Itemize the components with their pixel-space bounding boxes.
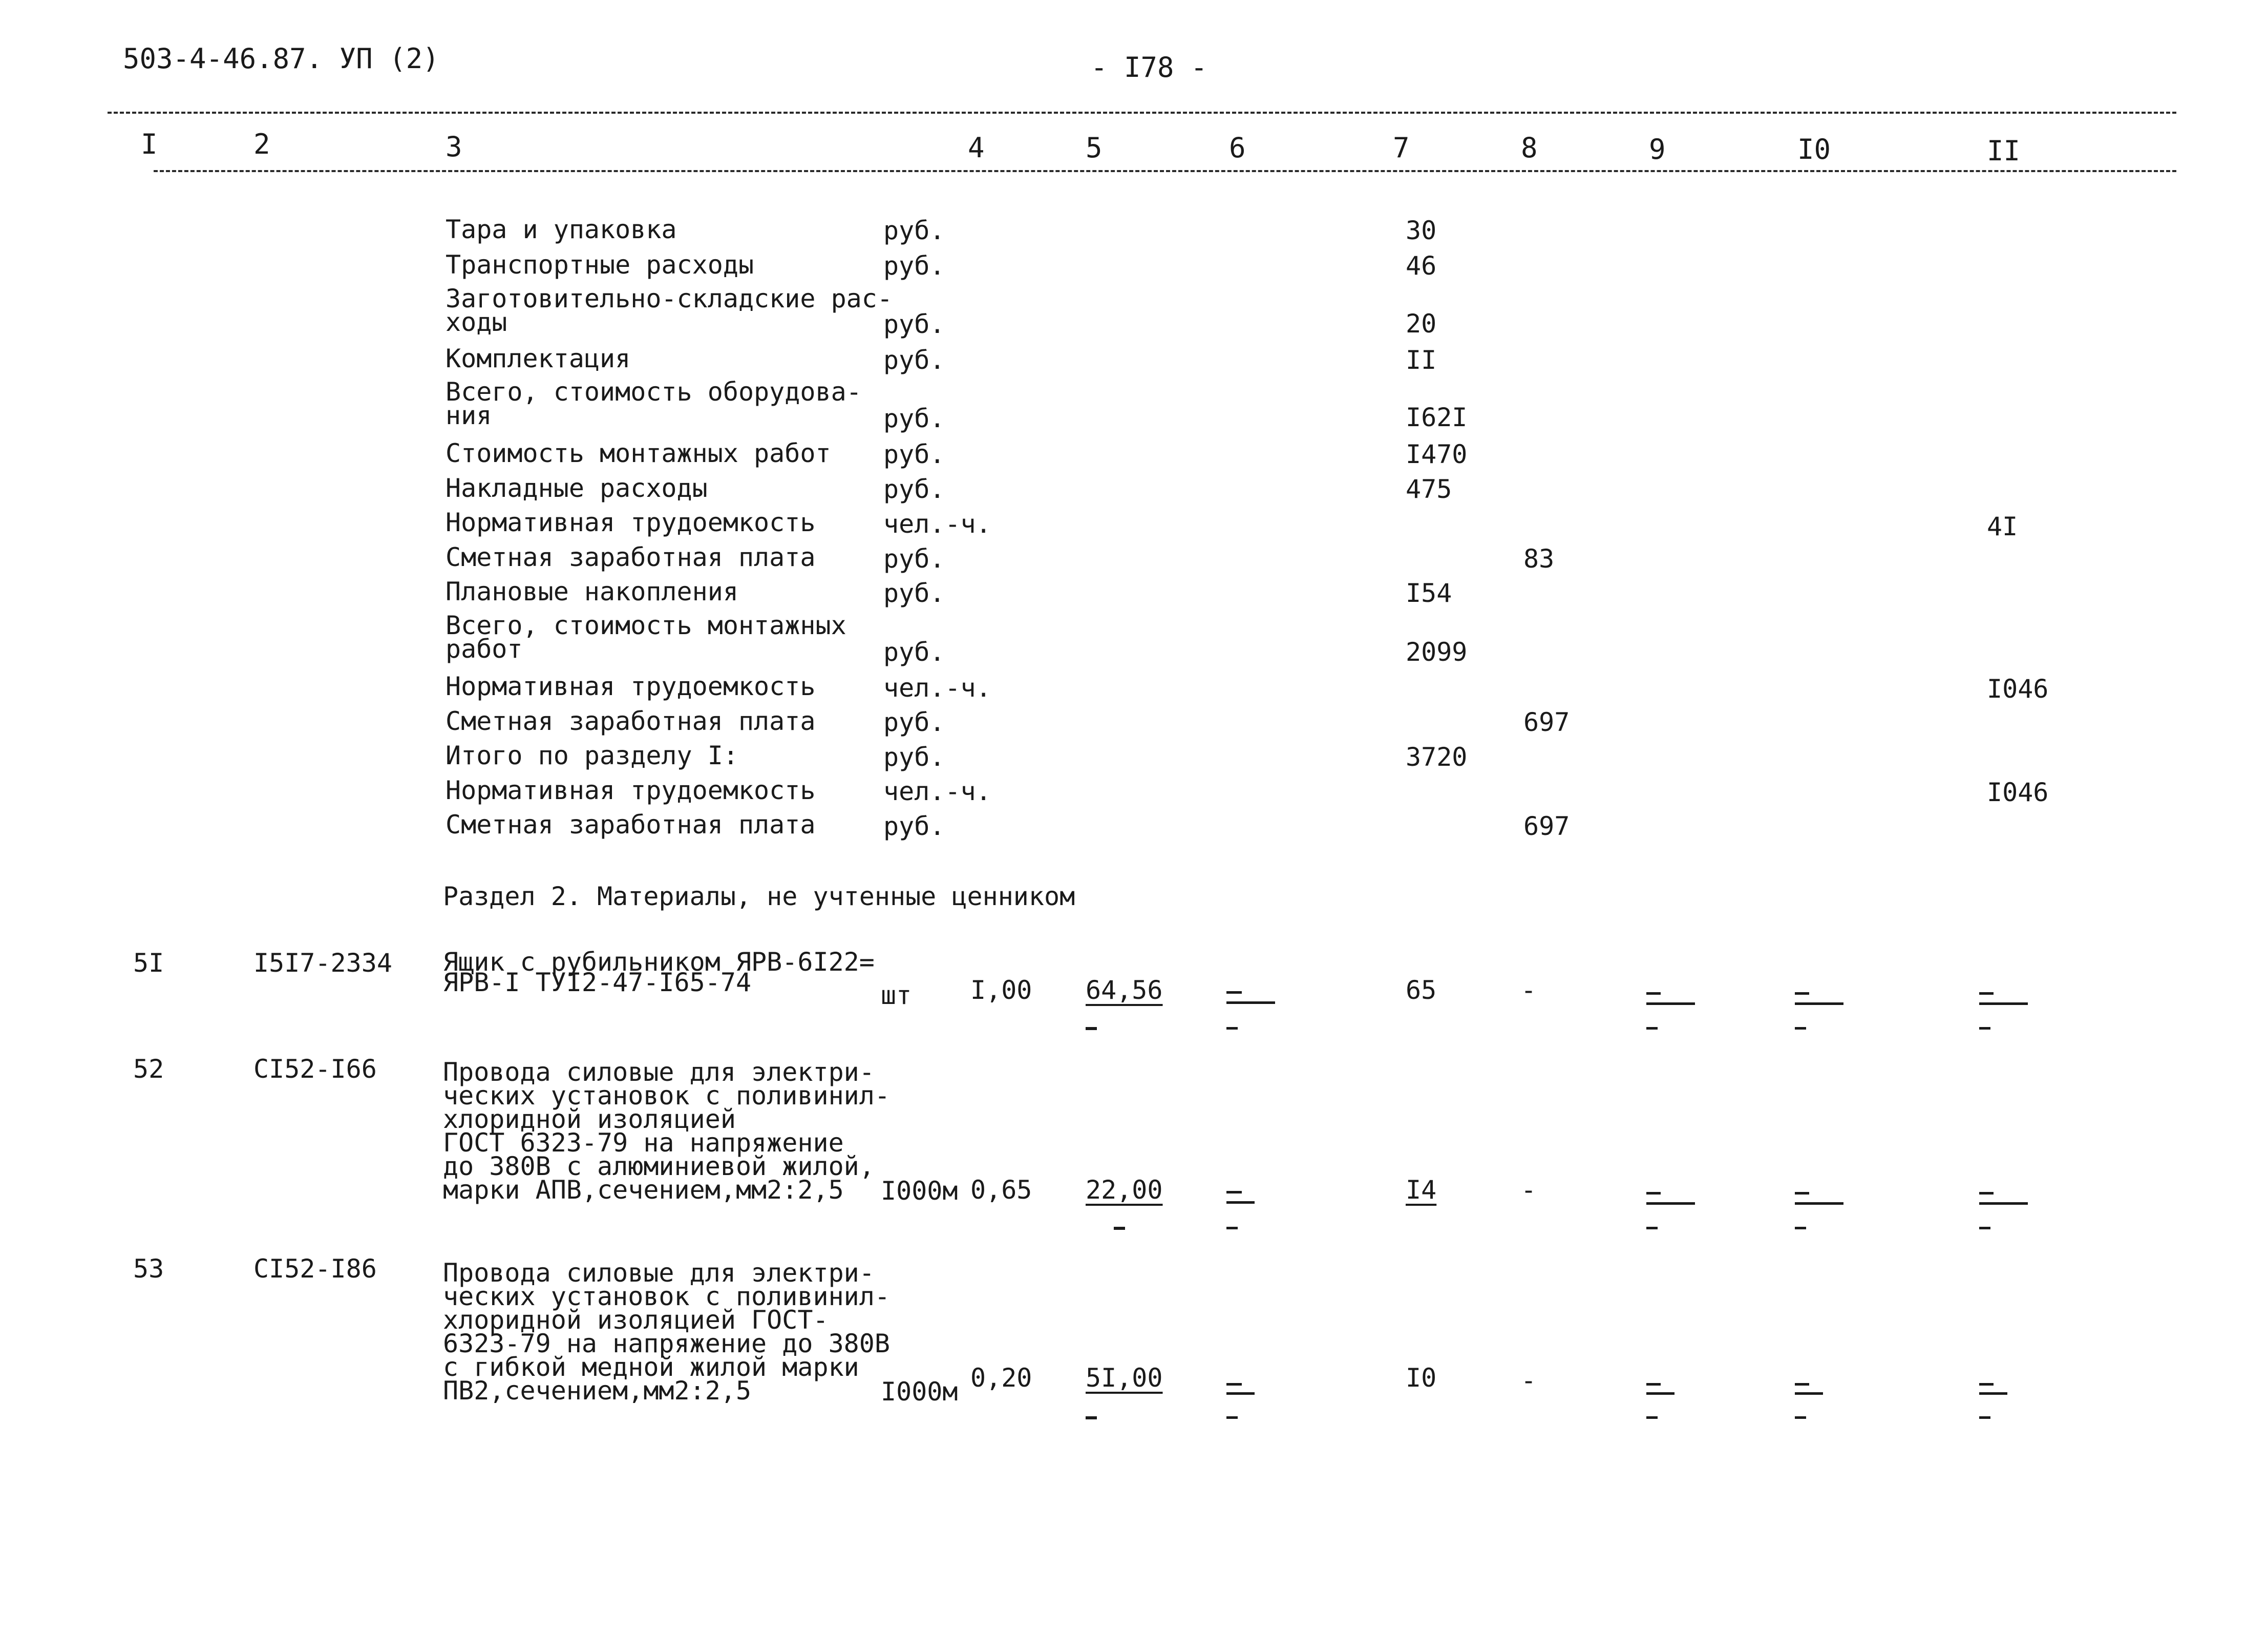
column-header-11: II	[1987, 135, 2021, 167]
table-header-rule	[154, 170, 2176, 172]
item-number: 52	[133, 1054, 164, 1084]
item-unit: шт	[881, 980, 912, 1010]
summary-row-label: Всего, стоимость монтажных работ	[446, 611, 846, 664]
summary-row-unit: руб.	[883, 544, 945, 574]
empty-fraction-col11	[1979, 1186, 2025, 1222]
summary-row-label: Сметная заработная плата	[446, 810, 816, 840]
summary-row-label: Транспортные расходы	[446, 250, 754, 280]
item-col7: I0	[1406, 1363, 1437, 1393]
item-price: 5I,00	[1086, 1363, 1163, 1393]
page-number: - I78 -	[1091, 51, 1207, 83]
document-code: 503-4-46.87. УП (2)	[123, 43, 439, 75]
summary-row-value-col8: 83	[1523, 544, 1555, 574]
summary-row-unit: руб.	[883, 474, 945, 504]
summary-row-unit: руб.	[883, 216, 945, 245]
summary-row-value-col7: 20	[1406, 309, 1437, 339]
item-col7: I4	[1406, 1175, 1437, 1205]
price-denominator-dash	[1114, 1227, 1125, 1230]
item-quantity: 0,65	[970, 1175, 1032, 1205]
summary-row-value-col8: 697	[1523, 707, 1570, 737]
summary-row-label: Комплектация	[446, 344, 631, 373]
empty-fraction-col10	[1795, 1186, 1841, 1222]
summary-row-value-col11: I046	[1987, 674, 2049, 704]
summary-row-label: Плановые накопления	[446, 577, 738, 606]
empty-fraction-col6	[1226, 1378, 1273, 1414]
empty-fraction-col11	[1979, 1378, 2025, 1414]
empty-fraction-col9	[1646, 1186, 1692, 1222]
summary-row-label: Нормативная трудоемкость	[446, 508, 816, 537]
summary-row-label: Заготовительно-складские рас- ходы	[446, 284, 893, 337]
summary-row-value-col7: I54	[1406, 578, 1452, 608]
summary-row-value-col7: 2099	[1406, 637, 1468, 667]
item-name: Провода силовые для электри- ческих установок с поливинил- хлоридной изоляцией ГОСТ- 6323-79 на напряжение до 380В с гибкой медной жилой марки ПВ2,сечением,мм2:2,5	[443, 1258, 890, 1406]
summary-row-value-col7: 3720	[1406, 742, 1468, 772]
column-header-7: 7	[1393, 132, 1410, 164]
summary-row-value-col7: 30	[1406, 216, 1437, 245]
item-unit: I000м	[881, 1176, 958, 1206]
column-header-10: I0	[1797, 133, 1831, 165]
column-header-5: 5	[1086, 132, 1103, 164]
column-header-9: 9	[1649, 133, 1666, 165]
summary-row-label: Сметная заработная плата	[446, 542, 816, 572]
item-code: I5I7-2334	[253, 948, 392, 978]
summary-row-value-col8: 697	[1523, 811, 1570, 841]
item-number: 5I	[133, 948, 164, 978]
item-quantity: I,00	[970, 975, 1032, 1005]
section-2-title: Раздел 2. Материалы, не учтенные ценником	[443, 882, 1075, 911]
summary-row-value-col7: I62I	[1406, 403, 1468, 432]
item-number: 53	[133, 1254, 164, 1284]
summary-row-label: Тара и упаковка	[446, 215, 677, 244]
item-price: 22,00	[1086, 1175, 1163, 1205]
summary-row-label: Итого по разделу I:	[446, 741, 738, 770]
summary-row-label: Всего, стоимость оборудова- ния	[446, 377, 862, 430]
summary-row-unit: руб.	[883, 404, 945, 433]
column-header-4: 4	[968, 132, 985, 164]
column-header-2: 2	[253, 128, 270, 160]
item-name: Ящик с рубильником ЯРВ-6I22= ЯРВ-I ТУI2-47-I65-74	[443, 947, 875, 997]
summary-row-value-col7: I470	[1406, 439, 1468, 469]
summary-row-value-col7: 475	[1406, 474, 1452, 504]
column-header-3: 3	[446, 131, 462, 163]
table-top-rule	[108, 112, 2176, 114]
summary-row-unit: руб.	[883, 345, 945, 375]
summary-row-unit: руб.	[883, 251, 945, 281]
summary-row-label: Нормативная трудоемкость	[446, 672, 816, 701]
summary-row-value-col7: 46	[1406, 251, 1437, 281]
empty-fraction-col10	[1795, 986, 1841, 1022]
summary-row-value-col11: 4I	[1987, 512, 2018, 541]
summary-row-value-col11: I046	[1987, 778, 2049, 807]
item-col8: -	[1521, 1175, 1537, 1205]
empty-fraction-col6	[1226, 986, 1273, 1022]
summary-row-unit: руб.	[883, 811, 945, 841]
empty-fraction-col9	[1646, 986, 1692, 1022]
summary-row-label: Накладные расходы	[446, 473, 708, 503]
item-code: CI52-I86	[253, 1254, 377, 1284]
item-col8: -	[1521, 1366, 1537, 1395]
item-name: Провода силовые для электри- ческих установок с поливинил- хлоридной изоляцией ГОСТ 6323-79 на напряжение до 380В с алюминиевой жилой, марки АПВ,сечением,мм2:2,5	[443, 1057, 890, 1205]
column-header-6: 6	[1229, 132, 1246, 164]
summary-row-label: Стоимость монтажных работ	[446, 438, 831, 468]
empty-fraction-col11	[1979, 986, 2025, 1022]
price-denominator-dash	[1086, 1027, 1097, 1030]
column-header-1: I	[141, 128, 158, 160]
summary-row-unit: чел.-ч.	[883, 777, 991, 806]
summary-row-label: Сметная заработная плата	[446, 706, 816, 736]
item-quantity: 0,20	[970, 1363, 1032, 1393]
summary-row-unit: руб.	[883, 439, 945, 469]
item-code: CI52-I66	[253, 1054, 377, 1084]
summary-row-unit: руб.	[883, 707, 945, 737]
item-unit: I000м	[881, 1377, 958, 1407]
column-header-8: 8	[1521, 132, 1538, 164]
summary-row-unit: руб.	[883, 309, 945, 339]
summary-row-unit: чел.-ч.	[883, 673, 991, 703]
empty-fraction-col6	[1226, 1186, 1273, 1222]
summary-row-unit: руб.	[883, 578, 945, 608]
summary-row-unit: руб.	[883, 637, 945, 667]
item-price: 64,56	[1086, 975, 1163, 1005]
item-col7: 65	[1406, 975, 1437, 1005]
empty-fraction-col9	[1646, 1378, 1692, 1414]
summary-row-value-col7: II	[1406, 345, 1437, 375]
summary-row-unit: руб.	[883, 742, 945, 772]
price-denominator-dash	[1086, 1416, 1097, 1419]
item-col8: -	[1521, 975, 1537, 1005]
summary-row-unit: чел.-ч.	[883, 509, 991, 539]
summary-row-label: Нормативная трудоемкость	[446, 776, 816, 805]
empty-fraction-col10	[1795, 1378, 1841, 1414]
